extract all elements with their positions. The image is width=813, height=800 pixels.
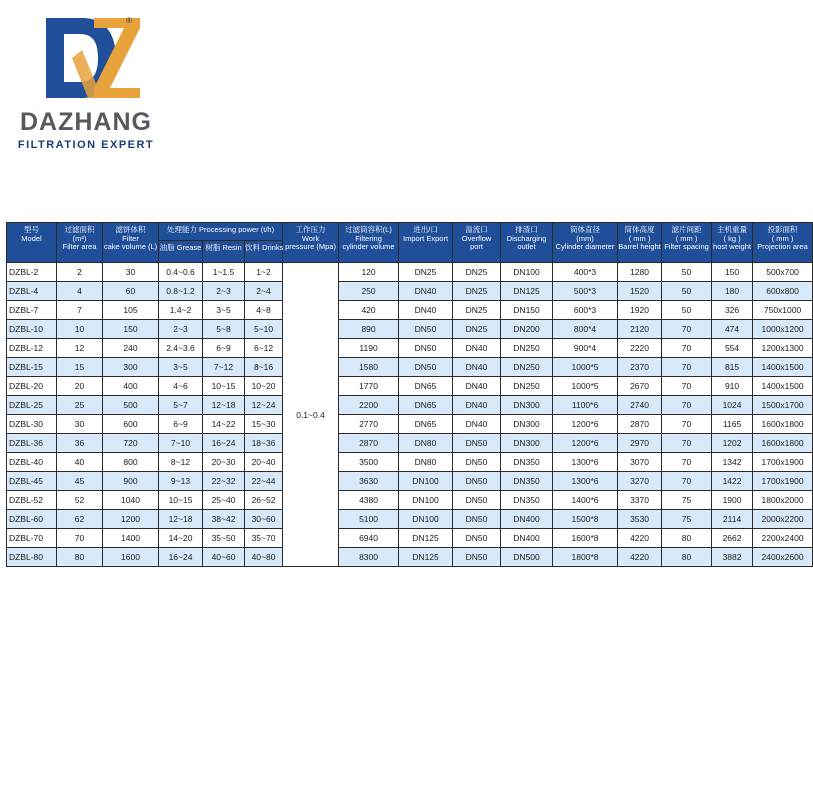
cell-work-pressure: 0.1~0.4: [283, 263, 339, 567]
cell-overflow-port: DN40: [453, 415, 501, 434]
cell-drinks: 8~16: [245, 358, 283, 377]
cell-drinks: 20~40: [245, 453, 283, 472]
cell-import-export: DN100: [399, 510, 453, 529]
cell-filter-spacing: 70: [662, 358, 712, 377]
cell-projection-area: 2400x2600: [753, 548, 813, 567]
cell-model: DZBL-70: [7, 529, 57, 548]
cell-import-export: DN40: [399, 282, 453, 301]
company-logo: [8, 6, 168, 156]
cell-barrel-height: 1520: [618, 282, 662, 301]
cell-import-export: DN25: [399, 263, 453, 282]
cell-discharging-outlet: DN250: [501, 377, 553, 396]
cell-overflow-port: DN25: [453, 282, 501, 301]
cell-cake-volume: 60: [103, 282, 159, 301]
cell-projection-area: 1700x1900: [753, 472, 813, 491]
cell-drinks: 4~8: [245, 301, 283, 320]
cell-grease: 1.4~2: [159, 301, 203, 320]
cell-filter-area: 2: [57, 263, 103, 282]
header-projection-area: 投影面积 ( mm ) Projection area: [753, 223, 813, 263]
cell-cylinder-diameter: 1500*8: [553, 510, 618, 529]
cell-resin: 16~24: [203, 434, 245, 453]
cell-host-weight: 3882: [712, 548, 753, 567]
cell-barrel-height: 2370: [618, 358, 662, 377]
cell-overflow-port: DN40: [453, 396, 501, 415]
cell-cylinder-diameter: 400*3: [553, 263, 618, 282]
cell-filter-area: 25: [57, 396, 103, 415]
cell-cake-volume: 30: [103, 263, 159, 282]
cell-model: DZBL-15: [7, 358, 57, 377]
cell-cylinder-volume: 1190: [339, 339, 399, 358]
cell-cylinder-diameter: 500*3: [553, 282, 618, 301]
cell-grease: 2~3: [159, 320, 203, 339]
cell-model: DZBL-80: [7, 548, 57, 567]
header-filter-area: 过滤面积 (m²) Filter area: [57, 223, 103, 263]
brand-tagline: FILTRATION EXPERT: [17, 139, 155, 151]
cell-cylinder-volume: 120: [339, 263, 399, 282]
cell-barrel-height: 2870: [618, 415, 662, 434]
cell-filter-spacing: 50: [662, 263, 712, 282]
cell-discharging-outlet: DN400: [501, 529, 553, 548]
cell-projection-area: 600x800: [753, 282, 813, 301]
cell-resin: 20~30: [203, 453, 245, 472]
cell-projection-area: 1200x1300: [753, 339, 813, 358]
brand-name: DAZHANG: [20, 108, 152, 136]
cell-drinks: 5~10: [245, 320, 283, 339]
cell-projection-area: 1400x1500: [753, 358, 813, 377]
cell-cylinder-volume: 420: [339, 301, 399, 320]
cell-discharging-outlet: DN400: [501, 510, 553, 529]
header-work-pressure: 工作压力 Work pressure (Mpa): [283, 223, 339, 263]
header-import-export: 进出/口 Import Export: [399, 223, 453, 263]
cell-host-weight: 180: [712, 282, 753, 301]
cell-drinks: 40~80: [245, 548, 283, 567]
cell-cylinder-volume: 3630: [339, 472, 399, 491]
cell-overflow-port: DN50: [453, 453, 501, 472]
cell-import-export: DN50: [399, 339, 453, 358]
cell-host-weight: 1202: [712, 434, 753, 453]
cell-drinks: 2~4: [245, 282, 283, 301]
cell-import-export: DN100: [399, 472, 453, 491]
cell-cylinder-diameter: 600*3: [553, 301, 618, 320]
cell-barrel-height: 1280: [618, 263, 662, 282]
cell-overflow-port: DN50: [453, 510, 501, 529]
header-overflow-port: 溢流口 Overflow port: [453, 223, 501, 263]
cell-grease: 4~6: [159, 377, 203, 396]
cell-filter-area: 40: [57, 453, 103, 472]
cell-cake-volume: 600: [103, 415, 159, 434]
cell-barrel-height: 2970: [618, 434, 662, 453]
cell-projection-area: 1000x1200: [753, 320, 813, 339]
cell-filter-area: 30: [57, 415, 103, 434]
cell-cylinder-diameter: 1400*6: [553, 491, 618, 510]
cell-cylinder-diameter: 1000*5: [553, 358, 618, 377]
cell-cake-volume: 1600: [103, 548, 159, 567]
cell-overflow-port: DN50: [453, 472, 501, 491]
cell-model: DZBL-36: [7, 434, 57, 453]
cell-grease: 6~9: [159, 415, 203, 434]
cell-model: DZBL-4: [7, 282, 57, 301]
cell-filter-area: 45: [57, 472, 103, 491]
cell-model: DZBL-25: [7, 396, 57, 415]
cell-import-export: DN125: [399, 529, 453, 548]
cell-barrel-height: 4220: [618, 548, 662, 567]
cell-projection-area: 500x700: [753, 263, 813, 282]
cell-cylinder-diameter: 1200*6: [553, 434, 618, 453]
cell-cylinder-volume: 890: [339, 320, 399, 339]
cell-drinks: 15~30: [245, 415, 283, 434]
cell-drinks: 26~52: [245, 491, 283, 510]
cell-discharging-outlet: DN150: [501, 301, 553, 320]
cell-filter-spacing: 50: [662, 301, 712, 320]
cell-drinks: 35~70: [245, 529, 283, 548]
header-resin: 树脂 Resin: [203, 241, 245, 263]
cell-filter-spacing: 70: [662, 472, 712, 491]
cell-resin: 7~12: [203, 358, 245, 377]
cell-resin: 1~1.5: [203, 263, 245, 282]
cell-filter-area: 12: [57, 339, 103, 358]
cell-host-weight: 150: [712, 263, 753, 282]
cell-overflow-port: DN50: [453, 434, 501, 453]
cell-grease: 0.4~0.6: [159, 263, 203, 282]
dazhang-logo-mark-icon: [42, 14, 142, 102]
cell-grease: 12~18: [159, 510, 203, 529]
cell-host-weight: 1900: [712, 491, 753, 510]
cell-discharging-outlet: DN500: [501, 548, 553, 567]
cell-host-weight: 2662: [712, 529, 753, 548]
specification-table-body: [7, 263, 813, 567]
cell-drinks: 12~24: [245, 396, 283, 415]
cell-projection-area: 2000x2200: [753, 510, 813, 529]
cell-projection-area: 1600x1800: [753, 415, 813, 434]
cell-resin: 14~22: [203, 415, 245, 434]
cell-resin: 22~32: [203, 472, 245, 491]
cell-host-weight: 474: [712, 320, 753, 339]
cell-filter-area: 70: [57, 529, 103, 548]
cell-projection-area: 1700x1900: [753, 453, 813, 472]
cell-cake-volume: 720: [103, 434, 159, 453]
cell-projection-area: 1400x1500: [753, 377, 813, 396]
cell-cylinder-volume: 4380: [339, 491, 399, 510]
cell-resin: 35~50: [203, 529, 245, 548]
cell-barrel-height: 1920: [618, 301, 662, 320]
cell-overflow-port: DN40: [453, 358, 501, 377]
header-filter-spacing: 滤片间距 ( mm ) Filter spacing: [662, 223, 712, 263]
cell-cake-volume: 300: [103, 358, 159, 377]
cell-barrel-height: 3530: [618, 510, 662, 529]
table-row: [7, 377, 813, 396]
cell-overflow-port: DN25: [453, 301, 501, 320]
cell-cylinder-volume: 2870: [339, 434, 399, 453]
cell-filter-spacing: 75: [662, 510, 712, 529]
cell-barrel-height: 4220: [618, 529, 662, 548]
cell-overflow-port: DN50: [453, 529, 501, 548]
cell-discharging-outlet: DN300: [501, 415, 553, 434]
cell-host-weight: 815: [712, 358, 753, 377]
cell-cylinder-volume: 2770: [339, 415, 399, 434]
cell-resin: 38~42: [203, 510, 245, 529]
cell-cake-volume: 400: [103, 377, 159, 396]
table-row: [7, 415, 813, 434]
header-cylinder-volume: 过滤筒容积(L) Filtering cylinder volume: [339, 223, 399, 263]
cell-discharging-outlet: DN250: [501, 339, 553, 358]
cell-discharging-outlet: DN250: [501, 358, 553, 377]
cell-drinks: 6~12: [245, 339, 283, 358]
cell-filter-spacing: 80: [662, 548, 712, 567]
cell-filter-area: 15: [57, 358, 103, 377]
header-grease: 油脂 Grease: [159, 241, 203, 263]
table-row: [7, 453, 813, 472]
cell-discharging-outlet: DN350: [501, 472, 553, 491]
table-row: [7, 548, 813, 567]
cell-cylinder-diameter: 1800*8: [553, 548, 618, 567]
cell-cake-volume: 240: [103, 339, 159, 358]
cell-barrel-height: 3370: [618, 491, 662, 510]
cell-resin: 5~8: [203, 320, 245, 339]
cell-grease: 10~15: [159, 491, 203, 510]
cell-projection-area: 750x1000: [753, 301, 813, 320]
table-row: [7, 263, 813, 282]
cell-resin: 10~15: [203, 377, 245, 396]
cell-import-export: DN65: [399, 415, 453, 434]
cell-discharging-outlet: DN100: [501, 263, 553, 282]
table-row: [7, 434, 813, 453]
cell-overflow-port: DN25: [453, 263, 501, 282]
cell-drinks: 30~60: [245, 510, 283, 529]
cell-import-export: DN50: [399, 320, 453, 339]
cell-cylinder-diameter: 1200*6: [553, 415, 618, 434]
cell-import-export: DN40: [399, 301, 453, 320]
cell-import-export: DN80: [399, 453, 453, 472]
cell-cake-volume: 900: [103, 472, 159, 491]
cell-resin: 25~40: [203, 491, 245, 510]
header-drinks: 饮料 Drinks: [245, 241, 283, 263]
cell-cylinder-volume: 8300: [339, 548, 399, 567]
cell-discharging-outlet: DN200: [501, 320, 553, 339]
cell-cake-volume: 1040: [103, 491, 159, 510]
cell-overflow-port: DN50: [453, 491, 501, 510]
registered-mark: ®: [126, 16, 132, 25]
header-cylinder-diameter: 筒体直径 (mm) Cylinder diameter: [553, 223, 618, 263]
cell-import-export: DN65: [399, 396, 453, 415]
cell-host-weight: 1024: [712, 396, 753, 415]
cell-import-export: DN80: [399, 434, 453, 453]
cell-model: DZBL-30: [7, 415, 57, 434]
cell-resin: 3~5: [203, 301, 245, 320]
cell-cylinder-volume: 3500: [339, 453, 399, 472]
cell-cylinder-diameter: 1300*6: [553, 453, 618, 472]
table-row: [7, 491, 813, 510]
cell-filter-spacing: 70: [662, 320, 712, 339]
cell-cylinder-diameter: 1100*6: [553, 396, 618, 415]
cell-discharging-outlet: DN125: [501, 282, 553, 301]
cell-resin: 2~3: [203, 282, 245, 301]
cell-host-weight: 326: [712, 301, 753, 320]
cell-grease: 16~24: [159, 548, 203, 567]
cell-cake-volume: 500: [103, 396, 159, 415]
cell-resin: 40~60: [203, 548, 245, 567]
cell-discharging-outlet: DN300: [501, 396, 553, 415]
cell-import-export: DN50: [399, 358, 453, 377]
cell-grease: 5~7: [159, 396, 203, 415]
cell-grease: 9~13: [159, 472, 203, 491]
table-row: [7, 282, 813, 301]
cell-model: DZBL-60: [7, 510, 57, 529]
cell-barrel-height: 2740: [618, 396, 662, 415]
cell-model: DZBL-52: [7, 491, 57, 510]
cell-grease: 8~12: [159, 453, 203, 472]
cell-cylinder-volume: 250: [339, 282, 399, 301]
cell-filter-spacing: 75: [662, 491, 712, 510]
cell-host-weight: 910: [712, 377, 753, 396]
cell-discharging-outlet: DN350: [501, 453, 553, 472]
table-row: [7, 301, 813, 320]
cell-filter-spacing: 70: [662, 415, 712, 434]
cell-drinks: 10~20: [245, 377, 283, 396]
cell-grease: 2.4~3.6: [159, 339, 203, 358]
cell-model: DZBL-10: [7, 320, 57, 339]
cell-cylinder-diameter: 1300*6: [553, 472, 618, 491]
cell-import-export: DN65: [399, 377, 453, 396]
cell-discharging-outlet: DN350: [501, 491, 553, 510]
cell-cylinder-volume: 6940: [339, 529, 399, 548]
cell-model: DZBL-20: [7, 377, 57, 396]
cell-filter-spacing: 70: [662, 377, 712, 396]
cell-filter-area: 62: [57, 510, 103, 529]
cell-model: DZBL-7: [7, 301, 57, 320]
cell-model: DZBL-40: [7, 453, 57, 472]
cell-host-weight: 2114: [712, 510, 753, 529]
cell-filter-area: 80: [57, 548, 103, 567]
cell-cylinder-diameter: 900*4: [553, 339, 618, 358]
cell-projection-area: 2200x2400: [753, 529, 813, 548]
cell-filter-spacing: 70: [662, 434, 712, 453]
table-row: [7, 529, 813, 548]
cell-host-weight: 554: [712, 339, 753, 358]
cell-cylinder-volume: 1770: [339, 377, 399, 396]
cell-discharging-outlet: DN300: [501, 434, 553, 453]
cell-filter-area: 10: [57, 320, 103, 339]
table-row: [7, 320, 813, 339]
cell-cylinder-volume: 5100: [339, 510, 399, 529]
cell-model: DZBL-2: [7, 263, 57, 282]
cell-host-weight: 1422: [712, 472, 753, 491]
cell-resin: 12~18: [203, 396, 245, 415]
header-model: 型号 Model: [7, 223, 57, 263]
header-processing-power: 处理能力 Processing power (t/h): [159, 223, 283, 241]
cell-barrel-height: 3070: [618, 453, 662, 472]
cell-grease: 0.8~1.2: [159, 282, 203, 301]
table-row: [7, 358, 813, 377]
header-discharging-outlet: 排渣口 Discharging outlet: [501, 223, 553, 263]
cell-cylinder-diameter: 800*4: [553, 320, 618, 339]
cell-cake-volume: 800: [103, 453, 159, 472]
cell-drinks: 18~36: [245, 434, 283, 453]
cell-cake-volume: 1200: [103, 510, 159, 529]
cell-filter-area: 36: [57, 434, 103, 453]
cell-filter-spacing: 50: [662, 282, 712, 301]
cell-cylinder-diameter: 1600*8: [553, 529, 618, 548]
cell-overflow-port: DN40: [453, 377, 501, 396]
header-barrel-height: 筒体高度 ( mm ) Barrel height: [618, 223, 662, 263]
cell-drinks: 22~44: [245, 472, 283, 491]
cell-barrel-height: 2220: [618, 339, 662, 358]
cell-overflow-port: DN50: [453, 548, 501, 567]
table-row: [7, 472, 813, 491]
cell-import-export: DN100: [399, 491, 453, 510]
table-row: [7, 339, 813, 358]
cell-filter-area: 4: [57, 282, 103, 301]
cell-model: DZBL-45: [7, 472, 57, 491]
cell-cake-volume: 105: [103, 301, 159, 320]
cell-barrel-height: 3270: [618, 472, 662, 491]
cell-drinks: 1~2: [245, 263, 283, 282]
cell-filter-area: 20: [57, 377, 103, 396]
specification-table: [6, 222, 813, 567]
cell-overflow-port: DN25: [453, 320, 501, 339]
cell-resin: 6~9: [203, 339, 245, 358]
cell-filter-spacing: 70: [662, 396, 712, 415]
cell-cake-volume: 1400: [103, 529, 159, 548]
cell-filter-area: 7: [57, 301, 103, 320]
cell-import-export: DN125: [399, 548, 453, 567]
cell-barrel-height: 2670: [618, 377, 662, 396]
cell-cylinder-volume: 2200: [339, 396, 399, 415]
cell-host-weight: 1342: [712, 453, 753, 472]
header-cake-volume: 滤饼体积 Filter cake volume (L): [103, 223, 159, 263]
cell-cylinder-diameter: 1000*5: [553, 377, 618, 396]
cell-grease: 7~10: [159, 434, 203, 453]
cell-filter-area: 52: [57, 491, 103, 510]
table-row: [7, 510, 813, 529]
cell-projection-area: 1600x1800: [753, 434, 813, 453]
cell-cylinder-volume: 1580: [339, 358, 399, 377]
cell-cake-volume: 150: [103, 320, 159, 339]
cell-grease: 3~5: [159, 358, 203, 377]
cell-filter-spacing: 70: [662, 453, 712, 472]
cell-host-weight: 1165: [712, 415, 753, 434]
cell-overflow-port: DN40: [453, 339, 501, 358]
cell-projection-area: 1800x2000: [753, 491, 813, 510]
table-row: [7, 396, 813, 415]
header-host-weight: 主机重量 ( kg ) host weight: [712, 223, 753, 263]
cell-projection-area: 1500x1700: [753, 396, 813, 415]
cell-grease: 14~20: [159, 529, 203, 548]
cell-model: DZBL-12: [7, 339, 57, 358]
cell-barrel-height: 2120: [618, 320, 662, 339]
cell-filter-spacing: 80: [662, 529, 712, 548]
cell-filter-spacing: 70: [662, 339, 712, 358]
